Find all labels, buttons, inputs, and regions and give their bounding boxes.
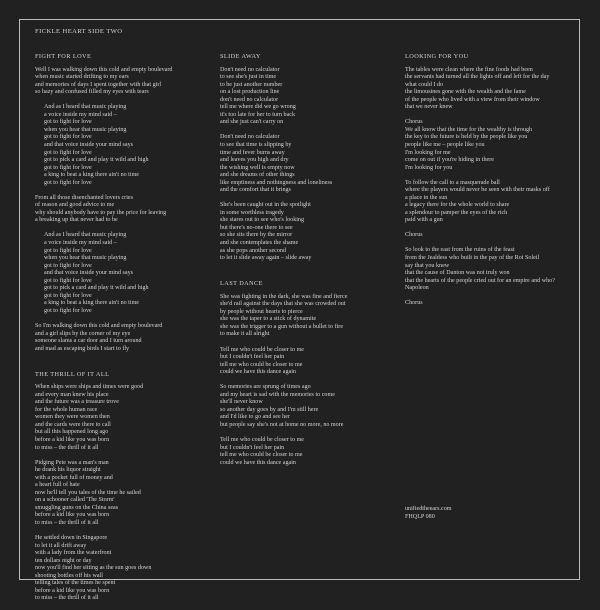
lyric-line: but I couldn't feel her pain (220, 444, 285, 451)
lyric-line: the wishing well is empty now (220, 164, 295, 171)
lyric-line: to be just another number (220, 81, 283, 88)
lyric-stanza (220, 347, 390, 377)
lyric-line: when music started drifting to my ears (35, 74, 129, 81)
lyric-line: the key to the future is held by the people like you (405, 134, 528, 141)
lyric-stanza (220, 294, 390, 339)
lyric-stanza (405, 180, 575, 225)
lyric-stanza (405, 67, 575, 112)
song-title: SLIDE AWAY (220, 53, 261, 60)
lyric-line: to see she's just in time (220, 74, 277, 81)
lyric-line: a legacy there for the whole world to share (405, 202, 510, 209)
lyric-line: The tables were clean where the fine foods had been (405, 66, 533, 73)
lyric-line: now he'll tell you tales of the time he sailed (35, 489, 141, 496)
lyric-line: got to fight for love (44, 134, 92, 141)
lyric-line: tell me who could be closer to me (220, 452, 303, 459)
lyric-line: got to fight for love (44, 262, 92, 269)
song-block (35, 371, 205, 603)
lyric-line: he drank his liquor straight (35, 467, 101, 474)
lyric-line: a voice inside my mind said – (44, 239, 117, 246)
lyric-stanza (405, 300, 575, 308)
lyric-line: and she dreams of other things (220, 172, 295, 179)
lyric-line: before a kid like you was born (35, 437, 110, 444)
lyric-line: So memories are sprung of times ago (220, 384, 311, 391)
lyric-line: When ships were ships and times were good (35, 384, 144, 391)
lyric-line: to make it all alright (220, 331, 270, 338)
lyric-stanza (220, 67, 390, 127)
lyric-line: a voice inside my mind said – (44, 111, 117, 118)
lyric-line: to miss – the thrill of it all (35, 519, 99, 526)
lyric-line: Don't need no calculator (220, 134, 280, 141)
lyric-line: He settled down in Singapore (35, 535, 108, 542)
lyric-line: and a girl slips by the corner of my eye (35, 330, 131, 337)
lyric-line: to let it all drift away (35, 542, 87, 549)
lyric-line: and leaves you high and dry (220, 157, 289, 164)
lyric-line: for the whole human race (35, 406, 98, 413)
lyric-line: say that you knew (405, 262, 450, 269)
lyric-line: Tell me who could be closer to me (220, 436, 305, 443)
lyric-line: the limousines gone with the wealth and the fame (405, 89, 526, 96)
lyric-line: tell me where did we go wrong (220, 104, 296, 111)
lyric-stanza (35, 195, 205, 225)
lyric-line: and that voice inside your mind says (44, 270, 134, 277)
lyric-line: she stares out to see who's looking (220, 217, 305, 224)
lyric-line: We all know that the time for the wealthy is through (405, 126, 533, 133)
lyric-line: of the people who lived with a view from their window (405, 96, 540, 103)
lyric-stanza (35, 384, 205, 452)
lyric-line: She's been caught out in the spotlight (220, 202, 311, 209)
lyric-stanza (35, 535, 205, 603)
lyric-line: but all this happened long ago (35, 429, 109, 436)
lyric-stanza (35, 67, 205, 97)
lyric-line: I'm looking for me (405, 149, 451, 156)
lyric-stanza (220, 384, 390, 429)
lyric-line: she was the trigger to a gun without a bullet to fire (220, 323, 344, 330)
lyric-line: and that voice inside your mind says (44, 141, 134, 148)
lyric-line: got to fight for love (44, 164, 92, 171)
lyric-line: a king to beat a king there ain't no time (44, 300, 140, 307)
lyric-line: before a kid like you was born (35, 587, 110, 594)
lyric-stanza (220, 202, 390, 262)
lyric-line: that the cause of Danton was not truly won (405, 270, 510, 277)
lyric-line: So I'm walking down this cold and empty boulevard (35, 322, 163, 329)
lyric-line: with a lady from the waterfront (35, 550, 112, 557)
song-block (405, 53, 575, 308)
lyric-line: by people without hearts to pierce (220, 308, 303, 315)
lyric-line: Don't need no calculator (220, 66, 280, 73)
lyric-line: in some worthless tragedy (220, 209, 284, 216)
credits (405, 506, 452, 521)
lyric-line: got to pick a card and play it wild and high (44, 285, 149, 292)
lyric-line: got to fight for love (44, 179, 92, 186)
lyric-line: where the players would never be seen with their masks off (405, 187, 550, 194)
lyric-line: Napoleon (405, 285, 429, 292)
song-spacer (35, 361, 205, 371)
lyric-line: could we have this dance again (220, 369, 296, 376)
lyric-line: with a pocket full of money and (35, 474, 113, 481)
lyric-line: got to pick a card and play it wild and high (44, 157, 149, 164)
lyric-line: got to fight for love (44, 149, 92, 156)
lyric-line: From all those disenchanted lovers cries (35, 194, 133, 201)
lyric-line: Well I was walking down this cold and empty boulevard (35, 66, 173, 73)
lyric-line: and every man knew his place (35, 391, 109, 398)
lyric-stanza (220, 437, 390, 467)
lyric-line: a breaking up that never had to be (35, 217, 118, 224)
lyric-line: got to fight for love (44, 277, 92, 284)
lyric-line: She was fighting in the dark, she was fine and fierce (220, 293, 348, 300)
lyric-stanza (220, 134, 390, 194)
lyric-line: she'd rail against the days that she was crowded out (220, 301, 346, 308)
lyric-line: but people say she's not at home no more, no more (220, 421, 344, 428)
lyric-line: but I couldn't feel her pain (220, 354, 285, 361)
lyric-line: and my heart is sad with the memories to come (220, 391, 335, 398)
lyric-line: got to fight for love (44, 307, 92, 314)
song-block (220, 280, 390, 467)
lyric-line: that we never knew (405, 104, 453, 111)
website-text: unifiedtheears.com (405, 506, 452, 512)
lyric-stanza (35, 323, 205, 353)
lyric-line: on a lost production line (220, 89, 280, 96)
lyric-line: as she pops another second (220, 247, 286, 254)
lyric-line: like emptiness and nothingness and loneliness (220, 179, 333, 186)
lyric-line: and memories of days I spent together with that girl (35, 81, 162, 88)
lyric-stanza (405, 119, 575, 172)
lyric-line: ten dollars night or day (35, 557, 92, 564)
lyric-line: and the comfort that it brings (220, 187, 291, 194)
lyric-line: women they were women then (35, 414, 110, 421)
lyric-line: So look to the east from the ruins of the feast (405, 247, 515, 254)
lyric-line: to miss – the thrill of it all (35, 595, 99, 602)
lyric-line: got to fight for love (44, 247, 92, 254)
lyric-line: people like me – people like you (405, 141, 485, 148)
lyric-line: to let it slide away again – slide away (220, 255, 312, 262)
lyric-line: before a kid like you was born (35, 512, 110, 519)
lyric-line: got to fight for love (44, 119, 92, 126)
lyric-line: and I'd like to go and see her (220, 414, 290, 421)
lyric-line: paid with a gun (405, 217, 443, 224)
lyric-line: so hazy and confused filled my eyes with tears (35, 89, 149, 96)
lyric-line: telling tales of the times he spent (35, 580, 116, 587)
lyric-line: don't need no calculator (220, 96, 279, 103)
lyric-line: from the Jealdess who built in the pay of the Roi Soleil (405, 255, 540, 262)
lyric-stanza (35, 460, 205, 528)
lyric-line: of reason and good advice to me (35, 202, 115, 209)
lyric-line: I'm looking for you (405, 164, 453, 171)
lyric-stanza (405, 247, 575, 292)
lyric-line: but there's no-one there to see (220, 224, 293, 231)
lyrics-column-3 (405, 53, 575, 315)
lyric-line: To follow the call to a masquerade ball (405, 179, 500, 186)
lyric-line: and she just can't carry on (220, 119, 284, 126)
lyric-stanza (35, 104, 205, 187)
lyric-line: a heart full of hate (35, 482, 80, 489)
lyric-line: come on out if you're hiding in there (405, 157, 494, 164)
lyric-line: to miss – the thrill of it all (35, 444, 99, 451)
lyrics-column-1 (35, 53, 205, 610)
lyric-line: to see that time is slipping by (220, 141, 292, 148)
lyric-line: why should anybody have to pay the price for leaving (35, 209, 167, 216)
song-title: LAST DANCE (220, 280, 263, 288)
lyric-line: she'll never know (220, 399, 263, 406)
lyric-line: and the future was a treasure trove (35, 399, 119, 406)
lyric-line: now you'll find her sitting as the sun goes down (35, 565, 152, 572)
lyric-line: a king to beat a king there ain't no time (44, 172, 140, 179)
lyric-line: and the cards were there to call (35, 421, 111, 428)
song-title: LOOKING FOR YOU (405, 53, 469, 60)
lyric-line: the servants had turned all the lights off and left for the day (405, 74, 550, 81)
lyric-line: and mad as escaping birds I start to fly (35, 345, 130, 352)
lyrics-column-2 (220, 53, 390, 475)
lyric-line: so another day goes by and I'm still here (220, 406, 319, 413)
lyric-line: she was the taper to a stick of dynamite (220, 316, 317, 323)
song-block (220, 53, 390, 263)
lyric-line: and she contemplates the shame (220, 240, 299, 247)
lyric-line: got to fight for love (44, 292, 92, 299)
lyric-line: when you hear that music playing (44, 126, 127, 133)
lyric-line: Chorus (405, 300, 423, 307)
catalog-number: FHQLP 080 (405, 513, 435, 520)
lyric-line: that the hearts of the people cried out for an empire and who? (405, 277, 555, 284)
lyric-line: Tell me who could be closer to me (220, 346, 305, 353)
side-title: FICKLE HEART SIDE TWO (35, 28, 123, 35)
lyric-line: what could I do (405, 81, 444, 88)
lyric-line: on a schooner called 'The Storm' (35, 497, 115, 504)
lyric-line: someone slams a car door and I turn around (35, 338, 142, 345)
lyric-stanza (35, 232, 205, 315)
lyric-line: time and fever burns away (220, 149, 285, 156)
lyric-line: smuggling guns on the China seas (35, 504, 119, 511)
lyric-line: when you hear that music playing (44, 255, 127, 262)
lyric-line: Chorus (405, 232, 423, 239)
song-block (35, 53, 205, 353)
lyric-line: And as I heard that music playing (44, 104, 127, 111)
lyric-line: tell me who could be closer to me (220, 361, 303, 368)
lyric-line: a place in the sun (405, 194, 448, 201)
lyric-line: Chorus (405, 119, 423, 126)
lyric-line: a splendour to pamper the eyes of the rich (405, 209, 508, 216)
song-spacer (220, 270, 390, 280)
lyric-stanza (405, 232, 575, 240)
song-title: FIGHT FOR LOVE (35, 53, 92, 60)
lyric-line: Pidging Pete was a man's man (35, 459, 109, 466)
song-title: THE THRILL OF IT ALL (35, 370, 110, 378)
lyric-line: it's too late for her to turn back (220, 111, 296, 118)
lyric-line: could we have this dance again (220, 459, 296, 466)
lyric-line: And as I heard that music playing (44, 232, 127, 239)
lyric-line: shooting bottles off his wall (35, 572, 103, 579)
lyric-line: so she sits there by the mirror (220, 232, 293, 239)
